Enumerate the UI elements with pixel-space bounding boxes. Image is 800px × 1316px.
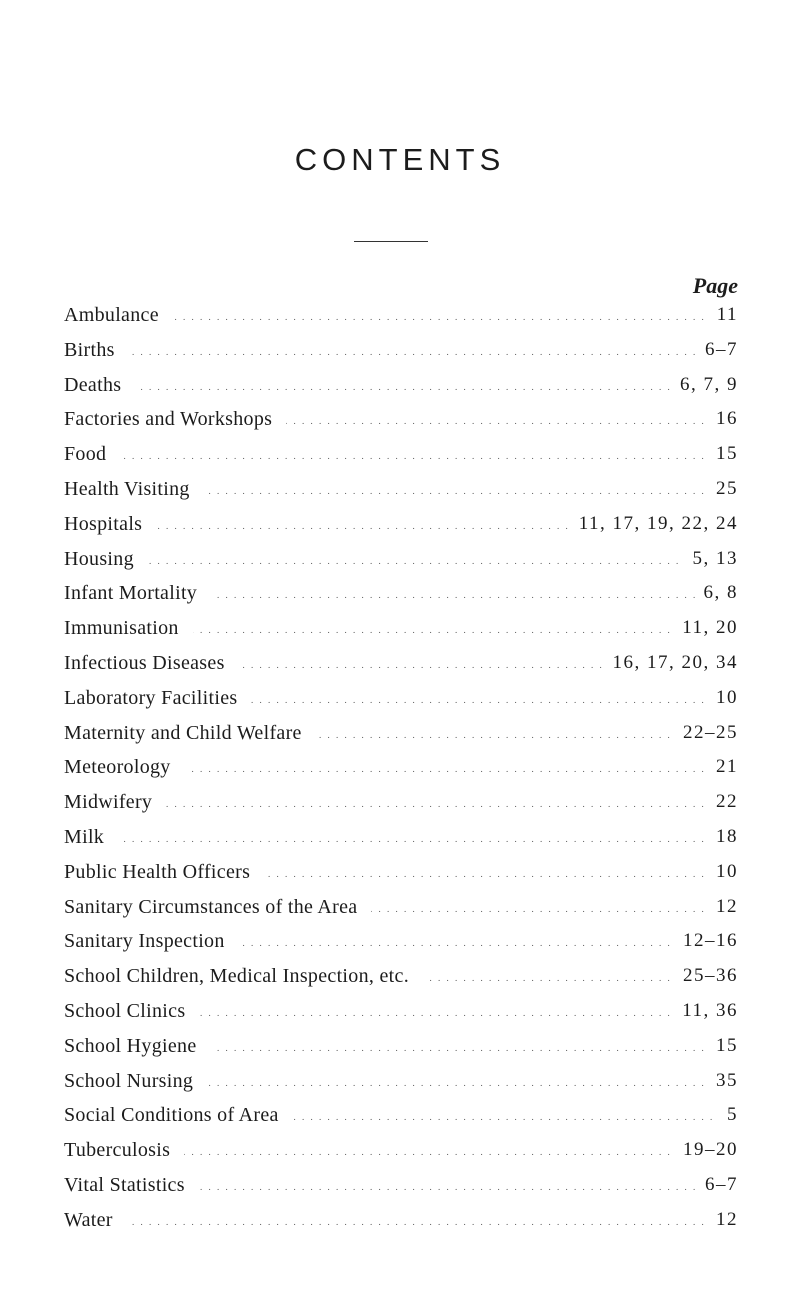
contents-entry (64, 994, 738, 1029)
contents-list (64, 298, 738, 1238)
contents-entry (64, 1098, 738, 1133)
contents-entry (64, 959, 738, 994)
entry-subject: Deaths (64, 374, 135, 396)
entry-pages: 19–20 (675, 1133, 738, 1168)
contents-entry (64, 1029, 738, 1064)
entry-pages: 11, 20 (674, 611, 738, 646)
entry-pages: 6, 7, 9 (672, 368, 738, 403)
entry-pages: 12 (708, 1203, 738, 1238)
entry-subject: Milk (64, 826, 118, 848)
entry-pages: 12 (708, 890, 738, 925)
entry-subject: Infant Mortality (64, 582, 211, 604)
contents-entry (64, 855, 738, 890)
entry-subject: Public Health Officers (64, 861, 264, 883)
contents-entry (64, 1203, 738, 1238)
entry-subject: Vital Statistics (64, 1174, 199, 1196)
entry-subject: Midwifery (64, 791, 166, 813)
entry-subject: Meteorology (64, 756, 185, 778)
entry-pages: 35 (708, 1064, 738, 1099)
contents-entry (64, 820, 738, 855)
contents-entry (64, 646, 738, 681)
contents-entry (64, 576, 738, 611)
entry-subject: School Nursing (64, 1070, 207, 1092)
entry-subject: Hospitals (64, 513, 156, 535)
contents-entry (64, 1133, 738, 1168)
entry-subject: Ambulance (64, 304, 173, 326)
entry-pages: 15 (708, 437, 738, 472)
entry-subject: Sanitary Circumstances of the Area (64, 896, 371, 918)
contents-entry (64, 507, 738, 542)
contents-entry (64, 368, 738, 403)
entry-subject: Water (64, 1209, 127, 1231)
entry-pages: 6, 8 (696, 576, 739, 611)
entry-subject: Maternity and Child Welfare (64, 722, 316, 744)
contents-entry (64, 542, 738, 577)
entry-subject: Factories and Workshops (64, 408, 286, 430)
entry-subject: School Children, Medical Inspection, etc. (64, 965, 423, 987)
entry-subject: Sanitary Inspection (64, 930, 239, 952)
contents-entry (64, 785, 738, 820)
contents-entry (64, 333, 738, 368)
entry-pages: 25–36 (675, 959, 738, 994)
entry-subject: Immunisation (64, 617, 193, 639)
entry-pages: 11 (709, 298, 738, 333)
contents-entry (64, 681, 738, 716)
contents-entry (64, 402, 738, 437)
entry-subject: Food (64, 443, 120, 465)
entry-pages: 11, 36 (674, 994, 738, 1029)
contents-entry (64, 716, 738, 751)
page-title: CONTENTS (294, 142, 506, 177)
contents-entry (64, 924, 738, 959)
entry-pages: 10 (708, 681, 738, 716)
entry-subject: School Clinics (64, 1000, 199, 1022)
entry-pages: 18 (708, 820, 738, 855)
entry-pages: 6–7 (697, 333, 738, 368)
entry-pages: 22–25 (675, 716, 738, 751)
contents-entry (64, 611, 738, 646)
title-rule (354, 241, 428, 242)
entry-pages: 21 (708, 750, 738, 785)
entry-subject: Laboratory Facilities (64, 687, 251, 709)
contents-entry (64, 1064, 738, 1099)
entry-pages: 10 (708, 855, 738, 890)
entry-subject: Housing (64, 548, 148, 570)
entry-pages: 11, 17, 19, 22, 24 (571, 507, 738, 542)
entry-subject: Health Visiting (64, 478, 204, 500)
page-column-heading: Page (692, 273, 738, 298)
contents-entry (64, 472, 738, 507)
entry-pages: 5 (719, 1098, 738, 1133)
entry-pages: 15 (708, 1029, 738, 1064)
entry-pages: 12–16 (675, 924, 738, 959)
entry-pages: 22 (708, 785, 738, 820)
entry-pages: 6–7 (697, 1168, 738, 1203)
contents-entry (64, 298, 738, 333)
entry-subject: Social Conditions of Area (64, 1104, 293, 1126)
entry-subject: Births (64, 339, 129, 361)
entry-pages: 16 (708, 402, 738, 437)
contents-entry (64, 437, 738, 472)
entry-pages: 25 (708, 472, 738, 507)
entry-subject: Infectious Diseases (64, 652, 239, 674)
entry-subject: School Hygiene (64, 1035, 211, 1057)
contents-entry (64, 890, 738, 925)
contents-entry (64, 750, 738, 785)
entry-pages: 16, 17, 20, 34 (605, 646, 739, 681)
entry-pages: 5, 13 (685, 542, 739, 577)
contents-entry (64, 1168, 738, 1203)
entry-subject: Tuberculosis (64, 1139, 184, 1161)
